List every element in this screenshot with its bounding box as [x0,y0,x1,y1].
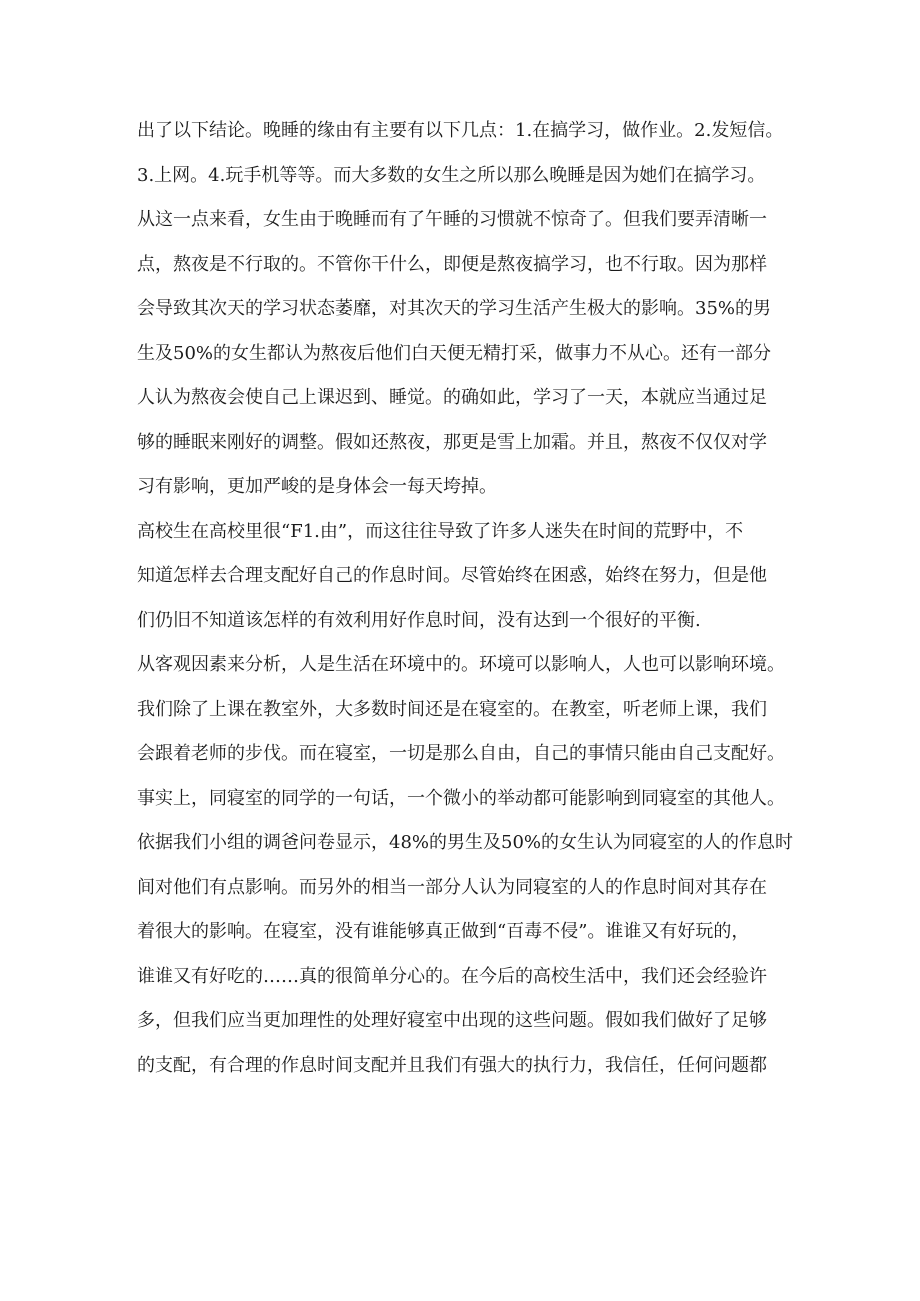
text-line: 从这一点来看，女生由于晚睡而有了午睡的习惯就不惊奇了。但我们要弄清晰一 [137,209,767,230]
text-line: 会导致其次天的学习状态萎靡，对其次天的学习生活产生极大的影响。35%的男 [137,298,772,319]
text-line: 人认为熬夜会使自己上课迟到、睡觉。的确如此，学习了一天，本就应当通过足 [137,387,767,408]
text-line: 生及50%的女生都认为熬夜后他们白天便无精打采，做事力不从心。还有一部分 [137,342,772,364]
text-line: 着很大的影响。在寝室，没有谁能够真正做到“百毒不侵”。谁谁又有好玩的， [137,921,750,942]
text-line: 3.上网。4.玩手机等等。而大多数的女生之所以那么晚睡是因为她们在搞学习。 [137,164,766,186]
text-line: 依据我们小组的调爸问卷显示，48%的男生及50%的女生认为同寝室的人的作息时 [137,832,794,853]
text-line: 会跟着老师的步伐。而在寝室，一切是那么自由，自己的事情只能由自己支配好。 [137,743,785,764]
text-line: 的支配，有合理的作息时间支配并且我们有强大的执行力，我信任，任何问题都 [137,1054,767,1076]
text-line: 出了以下结论。晚睡的缘由有主要有以下几点：1.在搞学习，做作业。2.发短信。 [137,120,784,141]
text-line: 我们除了上课在教室外，大多数时间还是在寝室的。在教室，听老师上课，我们 [137,698,767,720]
text-line: 间对他们有点影响。而另外的相当一部分人认为同寝室的人的作息时间对其存在 [137,876,767,898]
body-text [137,109,797,1088]
text-line: 点，熬夜是不行取的。不管你干什么，即便是熬夜搞学习，也不行取。因为那样 [137,253,767,275]
text-line: 习有影响，更加严峻的是身体会一每天垮掉。 [137,476,497,497]
text-line: 知道怎样去合理支配好自己的作息时间。尽管始终在困惑，始终在努力，但是他 [137,565,767,586]
text-line: 从客观因素来分析，人是生活在环境中的。环境可以影响人，人也可以影响环境。 [137,654,785,675]
text-line: 够的睡眠来刚好的调整。假如还熬夜，那更是雪上加霜。并且，熬夜不仅仅对学 [137,431,767,453]
text-line: 多，但我们应当更加理性的处理好寝室中出现的这些问题。假如我们做好了足够 [137,1010,767,1031]
text-line: 高校生在高校里很“F1.由”，而这往往导致了许多人迷失在时间的荒野中，不 [137,520,744,542]
text-line: 事实上，同寝室的同学的一句话，一个微小的举动都可能影响到同寝室的其他人。 [137,787,785,809]
text-line: 们仍旧不知道该怎样的有效利用好作息时间，没有达到一个很好的平衡. [137,609,701,631]
text-line: 谁谁又有好吃的……真的很简单分心的。在今后的高校生活中，我们还会经验许 [137,965,767,987]
